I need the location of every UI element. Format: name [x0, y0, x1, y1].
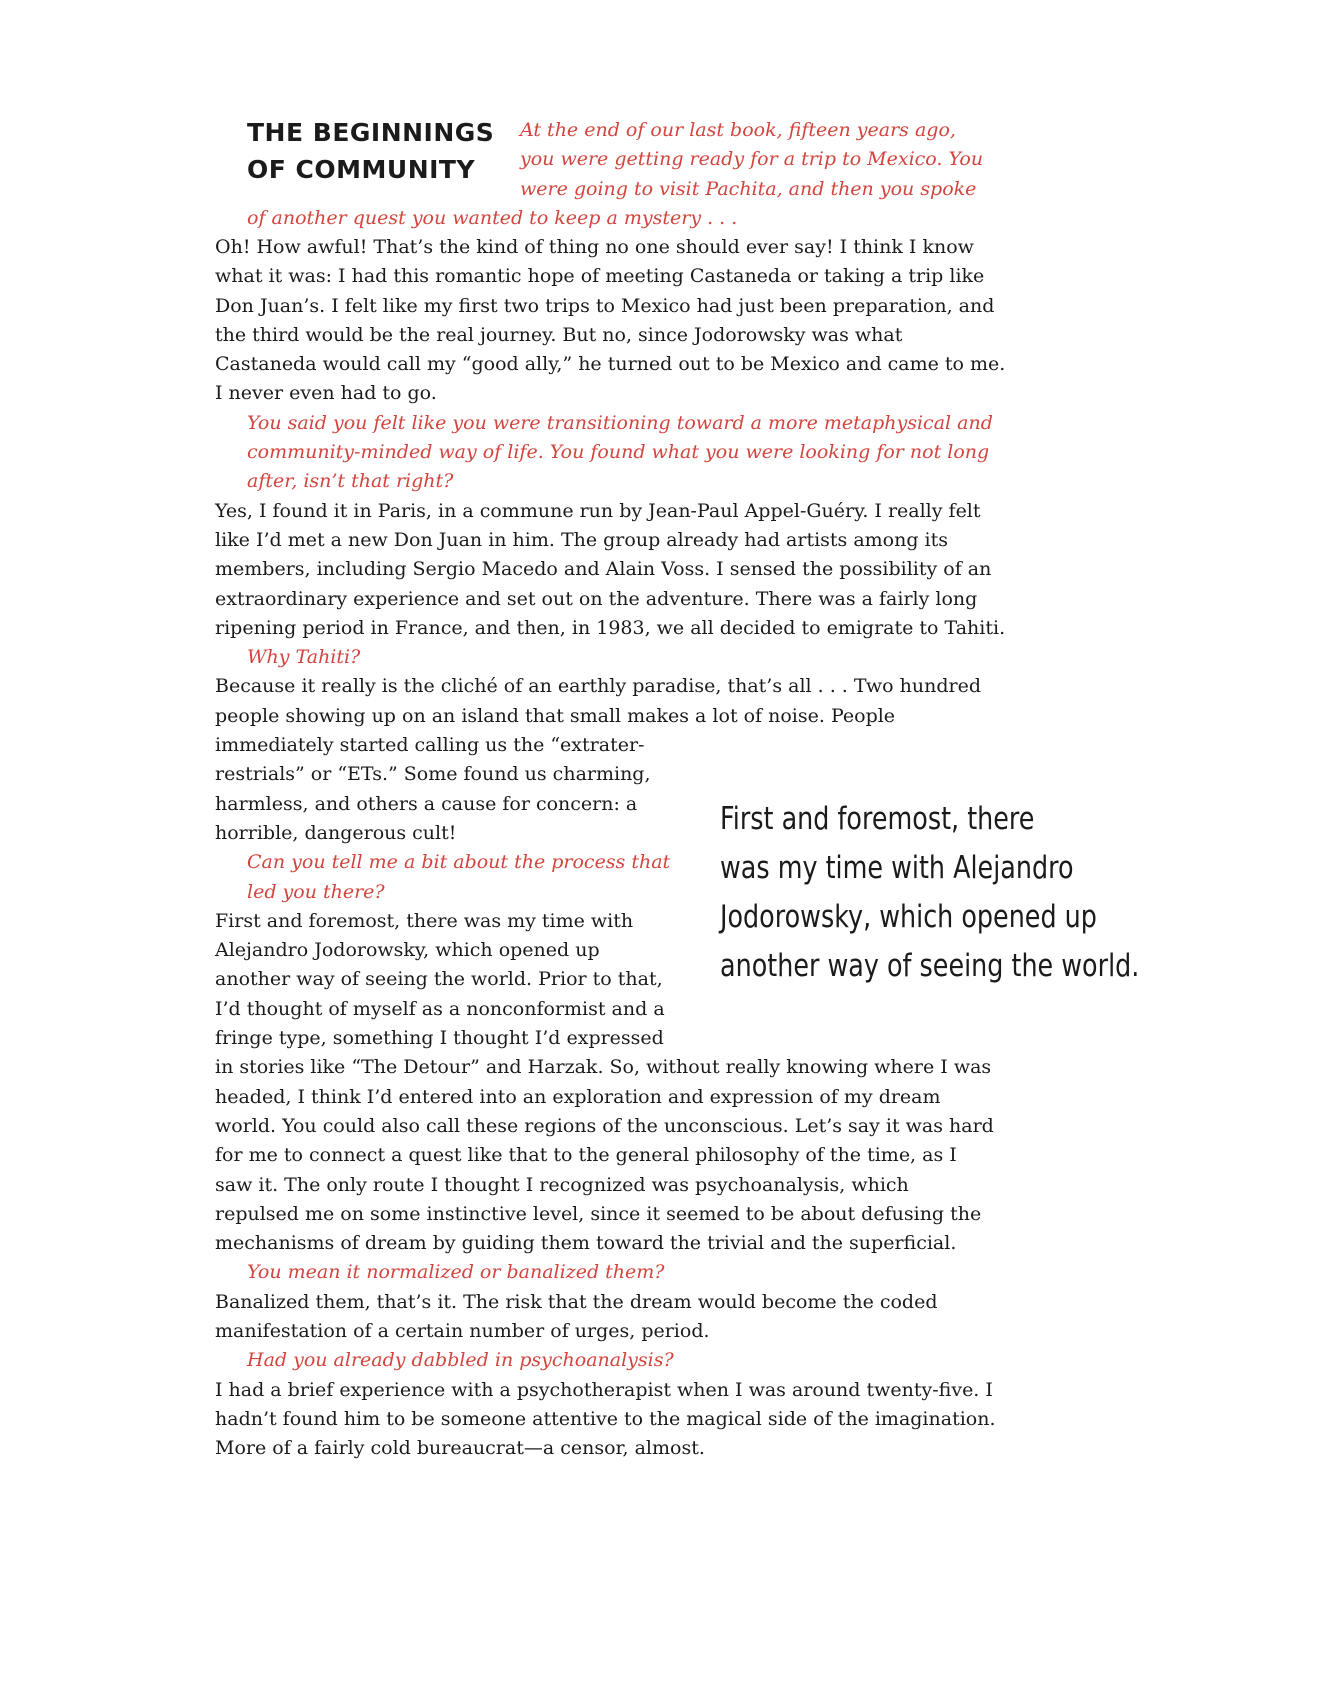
- answer-line: Alejandro Jodorowsky, which opened up: [215, 939, 600, 962]
- answer-paragraph-narrow: [215, 731, 660, 848]
- answer-line: another way of seeing the world. Prior to that,: [215, 968, 663, 991]
- question-line: community-minded way of life. You found what you were looking for not long: [247, 441, 990, 464]
- answer-line: the third would be the real journey. But no, since Jodorowsky was what: [215, 323, 903, 346]
- answer-line: ripening period in France, and then, in 1983, we all decided to emigrate to Tahiti.: [215, 616, 1006, 639]
- question-line: At the end of our last book, fifteen years ago,: [520, 119, 956, 141]
- answer-line: Yes, I found it in Paris, in a commune run by Jean-Paul Appel-Guéry. I really felt: [215, 499, 981, 522]
- answer-line: Banalized them, that’s it. The risk that the dream would become the coded: [215, 1290, 938, 1313]
- answer-line: Don Juan’s. I felt like my first two trips to Mexico had just been preparation, and: [215, 294, 995, 317]
- question-line: led you there?: [247, 880, 385, 903]
- question-line: after, isn’t that right?: [247, 470, 454, 493]
- answer-line: restrials” or “ETs.” Some found us charming,: [215, 763, 651, 786]
- answer-line: saw it. The only route I thought I recognized was psychoanalysis, which: [215, 1173, 909, 1196]
- answer-line: harmless, and others a cause for concern: a: [215, 792, 638, 815]
- answer-line: immediately started calling us the “extrater-: [215, 734, 645, 757]
- question-paragraph: [215, 409, 993, 497]
- intro-question: [520, 116, 984, 204]
- answer-line: I had a brief experience with a psychotherapist when I was around twenty-five. I: [215, 1378, 993, 1401]
- question-line: You said you felt like you were transitioning toward a more metaphysical and: [247, 411, 993, 434]
- question-line: you were getting ready for a trip to Mexico. You: [520, 148, 984, 171]
- answer-line: horrible, dangerous cult!: [215, 821, 457, 844]
- question-line: Why Tahiti?: [247, 646, 361, 669]
- answer-line: Oh! How awful! That’s the kind of thing no one should ever say! I think I know: [215, 236, 974, 258]
- answer-line: world. You could also call these regions of the unconscious. Let’s say it was hard: [215, 1114, 994, 1137]
- answer-line: I’d thought of myself as a nonconformist and a: [215, 997, 665, 1020]
- question-line: were going to visit Pachita, and then you spoke: [520, 177, 977, 200]
- pull-quote: [720, 795, 1140, 991]
- answer-paragraph: [215, 1053, 994, 1258]
- answer-line: extraordinary experience and set out on the adventure. There was a fairly long: [215, 587, 978, 610]
- question-paragraph: [215, 1346, 975, 1375]
- question-paragraph: [215, 1258, 975, 1287]
- section-heading: [247, 114, 517, 188]
- section-heading-line: OF COMMUNITY: [247, 155, 476, 184]
- question-line: You mean it normalized or banalized them?: [247, 1261, 665, 1284]
- answer-paragraph: [215, 497, 1006, 643]
- pull-quote-line: was my time with Alejandro: [720, 850, 1074, 886]
- answer-line: in stories like “The Detour” and Harzak. So, without really knowing where I was: [215, 1056, 992, 1079]
- question-paragraph: [215, 643, 975, 672]
- answer-line: Castaneda would call my “good ally,” he turned out to be Mexico and came to me.: [215, 353, 1006, 376]
- answer-line: mechanisms of dream by guiding them toward the trivial and the superficial.: [215, 1232, 957, 1255]
- answer-line: people showing up on an island that small makes a lot of noise. People: [215, 704, 896, 727]
- answer-line: More of a fairly cold bureaucrat—a censor, almost.: [215, 1437, 705, 1460]
- answer-paragraph: [215, 233, 1006, 409]
- pull-quote-line: another way of seeing the world.: [720, 948, 1140, 984]
- answer-line: Because it really is the cliché of an earthly paradise, that’s all . . . Two hundred: [215, 675, 981, 698]
- pull-quote-line: Jodorowsky, which opened up: [720, 899, 1097, 935]
- answer-paragraph-narrow: [215, 907, 665, 1053]
- answer-line: repulsed me on some instinctive level, since it seemed to be about defusing the: [215, 1202, 982, 1225]
- answer-line: I never even had to go.: [215, 382, 437, 405]
- answer-line: for me to connect a quest like that to the general philosophy of the time, as I: [215, 1144, 957, 1167]
- answer-line: like I’d met a new Don Juan in him. The group already had artists among its: [215, 528, 949, 551]
- pull-quote-line: First and foremost, there: [720, 801, 1035, 837]
- answer-line: what it was: I had this romantic hope of meeting Castaneda or taking a trip like: [215, 265, 985, 288]
- answer-line: members, including Sergio Macedo and Alain Voss. I sensed the possibility of an: [215, 558, 992, 581]
- section-heading-line: THE BEGINNINGS: [247, 118, 495, 147]
- answer-paragraph: [215, 672, 981, 731]
- answer-paragraph: [215, 1288, 975, 1347]
- answer-paragraph: [215, 1376, 996, 1464]
- question-line: Had you already dabbled in psychoanalysis?: [247, 1349, 674, 1372]
- answer-line: headed, I think I’d entered into an exploration and expression of my dream: [215, 1085, 941, 1108]
- answer-line: fringe type, something I thought I’d expressed: [215, 1027, 664, 1050]
- answer-line: First and foremost, there was my time with: [215, 909, 634, 932]
- answer-line: manifestation of a certain number of urges, period.: [215, 1319, 710, 1342]
- answer-line: hadn’t found him to be someone attentive to the magical side of the imagination.: [215, 1407, 996, 1430]
- question-line: Can you tell me a bit about the process that: [247, 851, 671, 874]
- intro-question-last-line: of another quest you wanted to keep a mystery . . .: [247, 207, 738, 229]
